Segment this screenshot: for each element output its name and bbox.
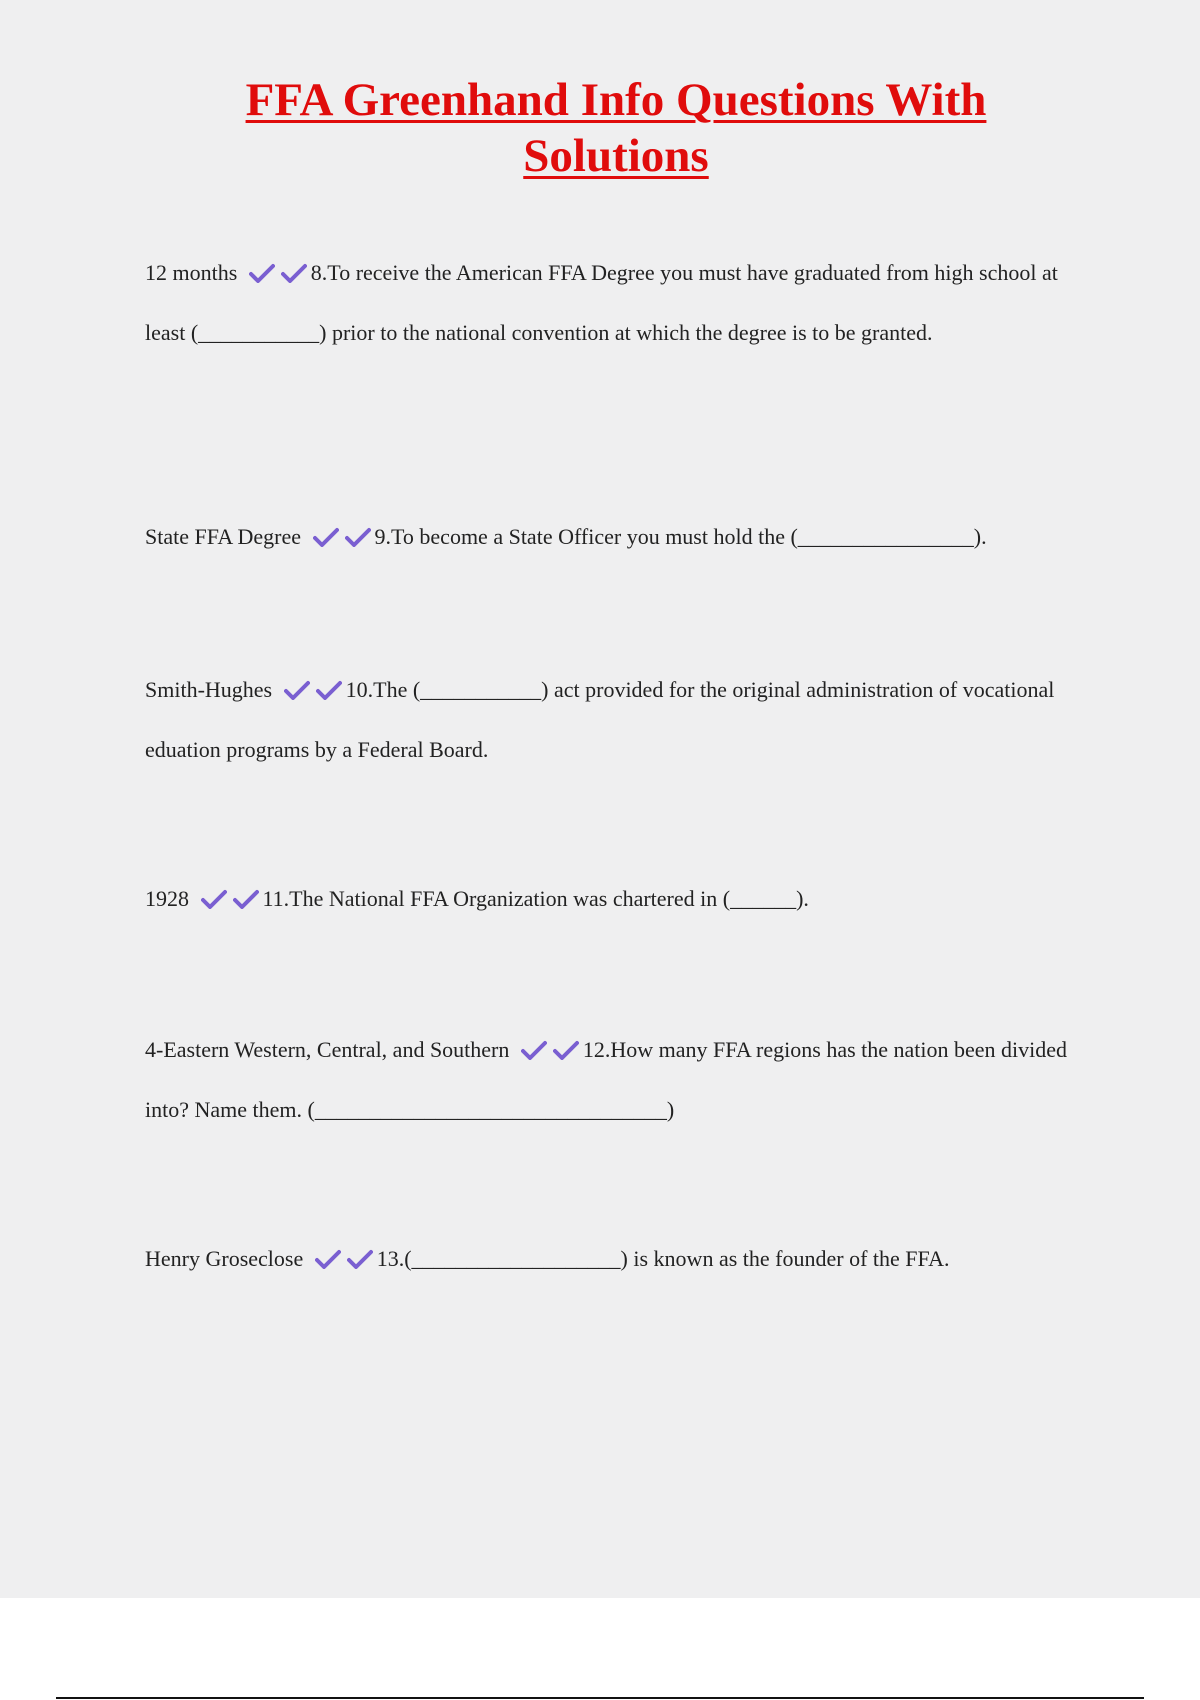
answer-text: Smith-Hughes — [145, 677, 273, 702]
qa-item-12 — [145, 1020, 1085, 1140]
check-icon — [249, 263, 275, 283]
answer-text: 1928 — [145, 886, 189, 911]
check-icon — [284, 680, 310, 700]
check-icon — [313, 527, 339, 547]
question-text: 12.How many FFA regions has the nation been divided into? Name them. (________________________________) — [145, 1037, 1068, 1122]
question-text: 8.To receive the American FFA Degree you must have graduated from high school at least (___________) prior to the national convention at which the degree is to be granted. — [145, 260, 1058, 345]
question-text: 11.The National FFA Organization was chartered in (______). — [262, 886, 809, 911]
answer-text: 12 months — [145, 260, 238, 285]
check-icon — [521, 1040, 547, 1060]
answer-text: Henry Groseclose — [145, 1246, 304, 1271]
question-text: 9.To become a State Officer you must hold the (________________). — [374, 524, 987, 549]
check-icon — [281, 263, 307, 283]
qa-item-9 — [145, 507, 1085, 567]
check-icon — [233, 889, 259, 909]
check-icon — [347, 1249, 373, 1269]
check-icon — [553, 1040, 579, 1060]
footer-divider — [56, 1697, 1144, 1699]
qa-item-11 — [145, 869, 1085, 929]
check-icon — [201, 889, 227, 909]
check-icon — [345, 527, 371, 547]
check-icon — [315, 1249, 341, 1269]
qa-item-8 — [145, 243, 1085, 363]
answer-text: 4-Eastern Western, Central, and Southern — [145, 1037, 510, 1062]
document-title: FFA Greenhand Info Questions With Solutions — [245, 74, 987, 182]
question-text: 13.(___________________) is known as the founder of the FFA. — [376, 1246, 950, 1271]
qa-item-13 — [145, 1229, 1085, 1289]
question-text: 10.The (___________) act provided for the original administration of vocational eduation programs by a Federal Board. — [145, 677, 1055, 762]
check-icon — [316, 680, 342, 700]
answer-text: State FFA Degree — [145, 524, 302, 549]
qa-item-10 — [145, 660, 1085, 780]
